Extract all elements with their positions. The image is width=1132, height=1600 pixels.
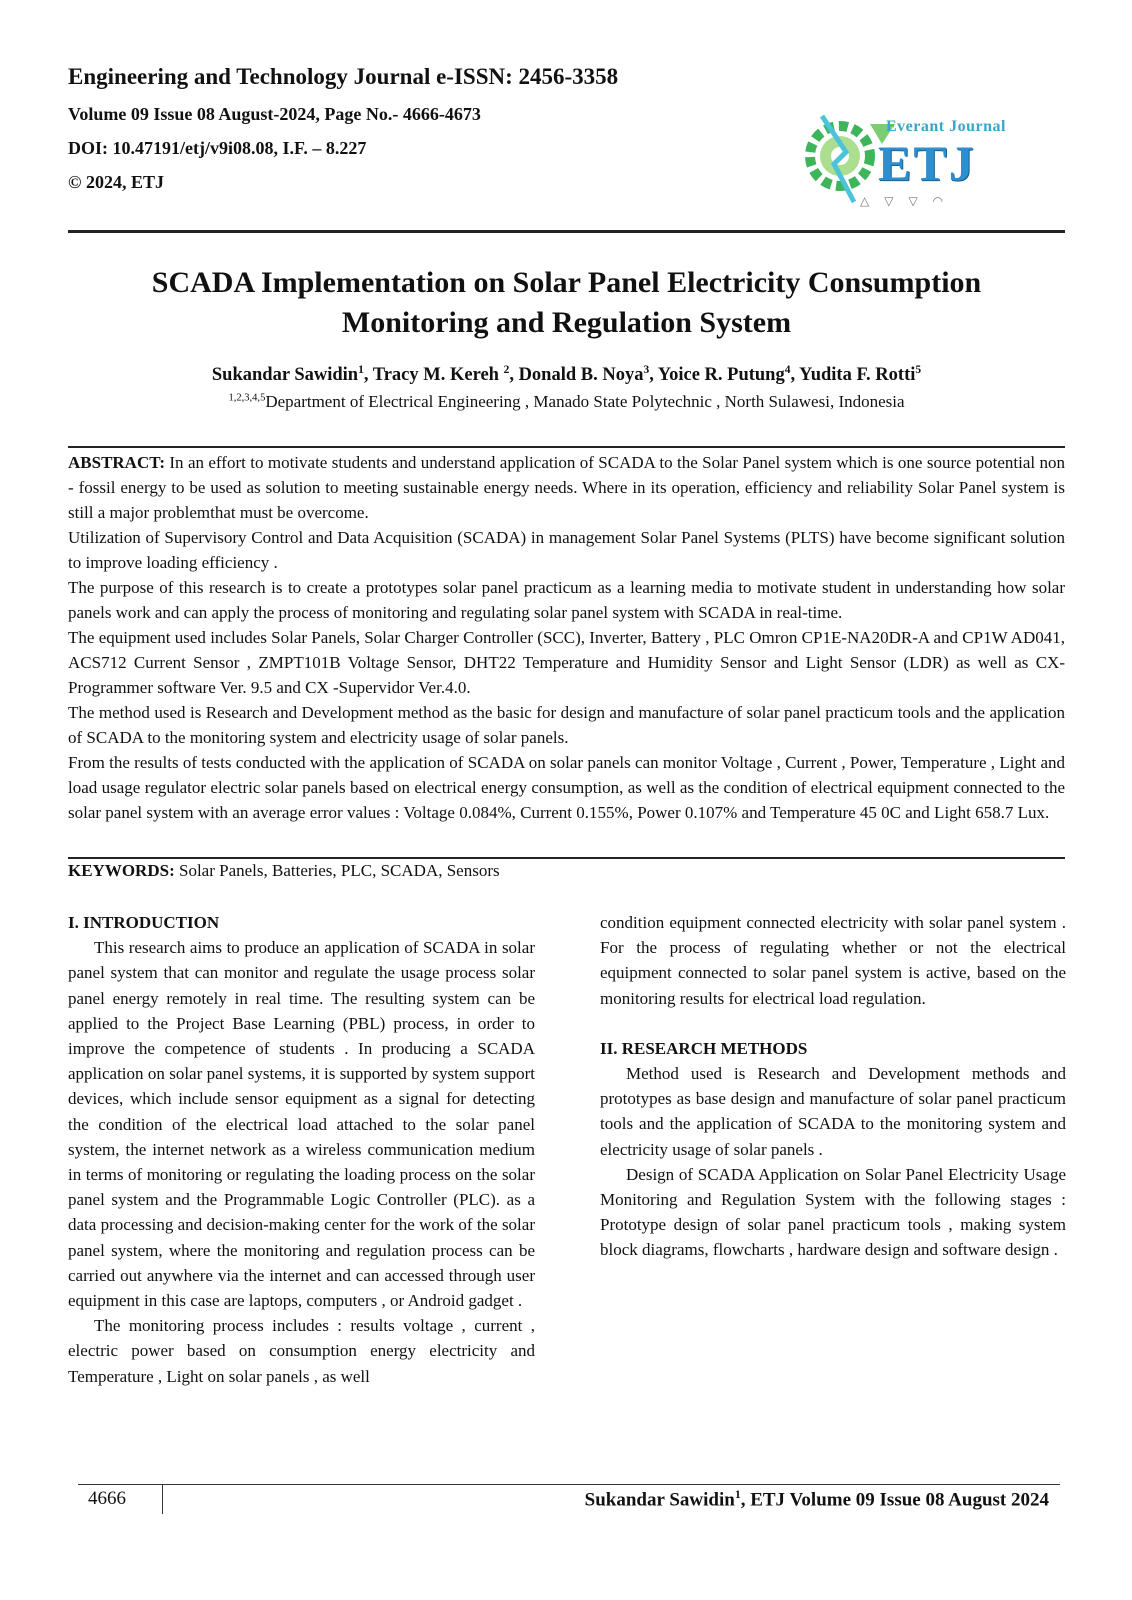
logo-publisher: Everant Journal — [886, 118, 1006, 135]
section-heading-introduction: I. INTRODUCTION — [68, 913, 220, 932]
abstract-paragraph: The method used is Research and Development method as the basic for design and manufacture of solar panel practicum tools and the application of SCADA to the monitoring system and electricity usage of solar panels. — [68, 703, 1065, 747]
author-name: Sukandar Sawidin — [211, 365, 359, 386]
abstract-top-rule — [68, 446, 1065, 448]
logo-decoration: △ ▽ ▽ ◠ — [860, 194, 950, 208]
paper-title — [68, 263, 1065, 343]
journal-copyright: © 2024, ETJ — [68, 172, 164, 192]
footer-citation — [585, 1488, 1049, 1511]
journal-volume: Volume 09 Issue 08 August-2024, Page No.- 4666-4673 — [68, 104, 481, 124]
abstract-paragraph: Utilization of Supervisory Control and Data Acquisition (SCADA) in management Solar Panel Systems (PLTS) have become significant solution to improve loading efficiency . — [68, 528, 1065, 572]
author-name: Donald B. Noya — [518, 365, 644, 386]
body-paragraph: Design of SCADA Application on Solar Panel Electricity Usage Monitoring and Regulation System with the following stages : Prototype design of solar panel practicum tools , making system block diagrams, flowcharts , hardware design and software design . — [600, 1164, 1066, 1260]
keywords — [68, 861, 1065, 881]
body-paragraph: This research aims to produce an application of SCADA in solar panel system that can monitor and regulate the usage process solar panel energy remotely in real time. The resulting system can be applied to the Project Base Learning (PBL) process, in order to improve the competence of students . In producing a SCADA application on solar panel systems, it is supported by system support devices, which include sensor equipment as a signal for detecting the condition of the electrical load attached to the solar panel system, the internet network as a wireless communication medium in terms of monitoring or regulating the loading process on the solar panel system and the Programmable Logic Controller (PLC). as a data processing and decision-making center for the work of the solar panel system, where the monitoring and regulation process can be carried out anywhere via the internet and can accessed through user equipment in this case are laptops, computers , or Android gadget . — [68, 938, 535, 1311]
section-heading-methods: II. RESEARCH METHODS — [600, 1038, 808, 1058]
abstract-paragraph: The purpose of this research is to create a prototypes solar panel practicum as a learning media to motivate student in understanding how solar panels work and can apply the process of monitoring and regulating solar panel system with SCADA in real-time. — [68, 578, 1065, 622]
right-column — [600, 910, 1066, 1263]
title-line-2: Monitoring and Regulation System — [341, 306, 792, 339]
author-sup: 2 — [503, 364, 510, 376]
journal-doi: DOI: 10.47191/etj/v9i08.08, I.F. – 8.227 — [68, 138, 367, 158]
affiliation — [68, 392, 1065, 412]
footer-rule — [78, 1484, 1060, 1485]
body-paragraph: condition equipment connected electricity with solar panel system . For the process of regulating whether or not the electrical equipment connected to solar panel system is active, based on the monitoring results for electrical load regulation. — [600, 913, 1066, 1008]
author-sup: 5 — [915, 364, 922, 376]
abstract-label: ABSTRACT: — [68, 453, 165, 472]
abstract-bottom-rule — [68, 857, 1065, 859]
author-sup: 4 — [784, 364, 791, 376]
keywords-label: KEYWORDS: — [68, 861, 175, 880]
abstract — [68, 450, 1065, 825]
footer-author-sup: 1 — [734, 1488, 741, 1501]
page-number: 4666 — [88, 1488, 126, 1509]
header-rule — [68, 230, 1065, 233]
journal-name: Engineering and Technology Journal e-ISSN: 2456-3358 — [68, 64, 619, 89]
author-name: Yoice R. Putung — [657, 365, 785, 386]
author-name: Tracy M. Kereh — [372, 365, 504, 386]
body-paragraph: The monitoring process includes : results voltage , current , electric power based on consumption energy electricity and Temperature , Light on solar panels , as well — [68, 1316, 535, 1386]
author-name: Yudita F. Rotti — [799, 365, 916, 386]
footer-author: Sukandar Sawidin — [584, 1489, 735, 1511]
abstract-paragraph: The equipment used includes Solar Panels, Solar Charger Controller (SCC), Inverter, Battery , PLC Omron CP1E-NA20DR-A and CP1W AD041, ACS712 Current Sensor , ZMPT101B Voltage Sensor, DHT22 Temperature and Humidity Sensor and Light Sensor (LDR) as well as CX- Programmer software Ver. 9.5 and CX -Supervidor Ver.4.0. — [68, 628, 1065, 697]
footer-divider — [162, 1484, 163, 1514]
abstract-paragraph — [68, 450, 1065, 525]
left-column — [68, 910, 535, 1389]
logo-text: ETJ — [878, 135, 976, 191]
abstract-text: In an effort to motivate students and understand application of SCADA to the Solar Panel system which is one source potential non - fossil energy to be used as solution to meeting sustainable energy needs. Where in its operation, efficiency and reliability Solar Panel system is still a major problemthat must be overcome. — [68, 453, 1065, 522]
author-list: Sukandar Sawidin$^1$, Tracy M. Kereh $^2$, Donald B. Noya$^3$, Yoice R. Putung$^4$, Yudita F. Rotti$^5$ — [211, 364, 922, 386]
affiliation-sup: 1,2,3,4,5 — [228, 392, 266, 404]
author-sup: 3 — [643, 364, 650, 376]
affiliation-text: Department of Electrical Engineering , Manado State Polytechnic , North Sulawesi, Indonesia — [265, 392, 905, 411]
abstract-paragraph: From the results of tests conducted with the application of SCADA on solar panels can monitor Voltage , Current , Power, Temperature , Light and load usage regulator electric solar panels based on electrical energy consumption, as well as the condition of electrical equipment connected to the solar panel system with an average error values : Voltage 0.084%, Current 0.155%, Power 0.107% and Temperature 45 0C and Light 658.7 Lux. — [68, 753, 1065, 822]
footer-journal: , ETJ Volume 09 Issue 08 August 2024 — [740, 1489, 1049, 1511]
body-paragraph: Method used is Research and Development methods and prototypes as base design and manufacture of solar panel practicum tools and the application of SCADA to the monitoring system and electricity usage of solar panels . — [600, 1064, 1066, 1159]
author-sup: 1 — [358, 364, 364, 376]
title-line-1: SCADA Implementation on Solar Panel Electricity Consumption — [151, 266, 982, 299]
keywords-text: Solar Panels, Batteries, PLC, SCADA, Sensors — [174, 861, 500, 880]
